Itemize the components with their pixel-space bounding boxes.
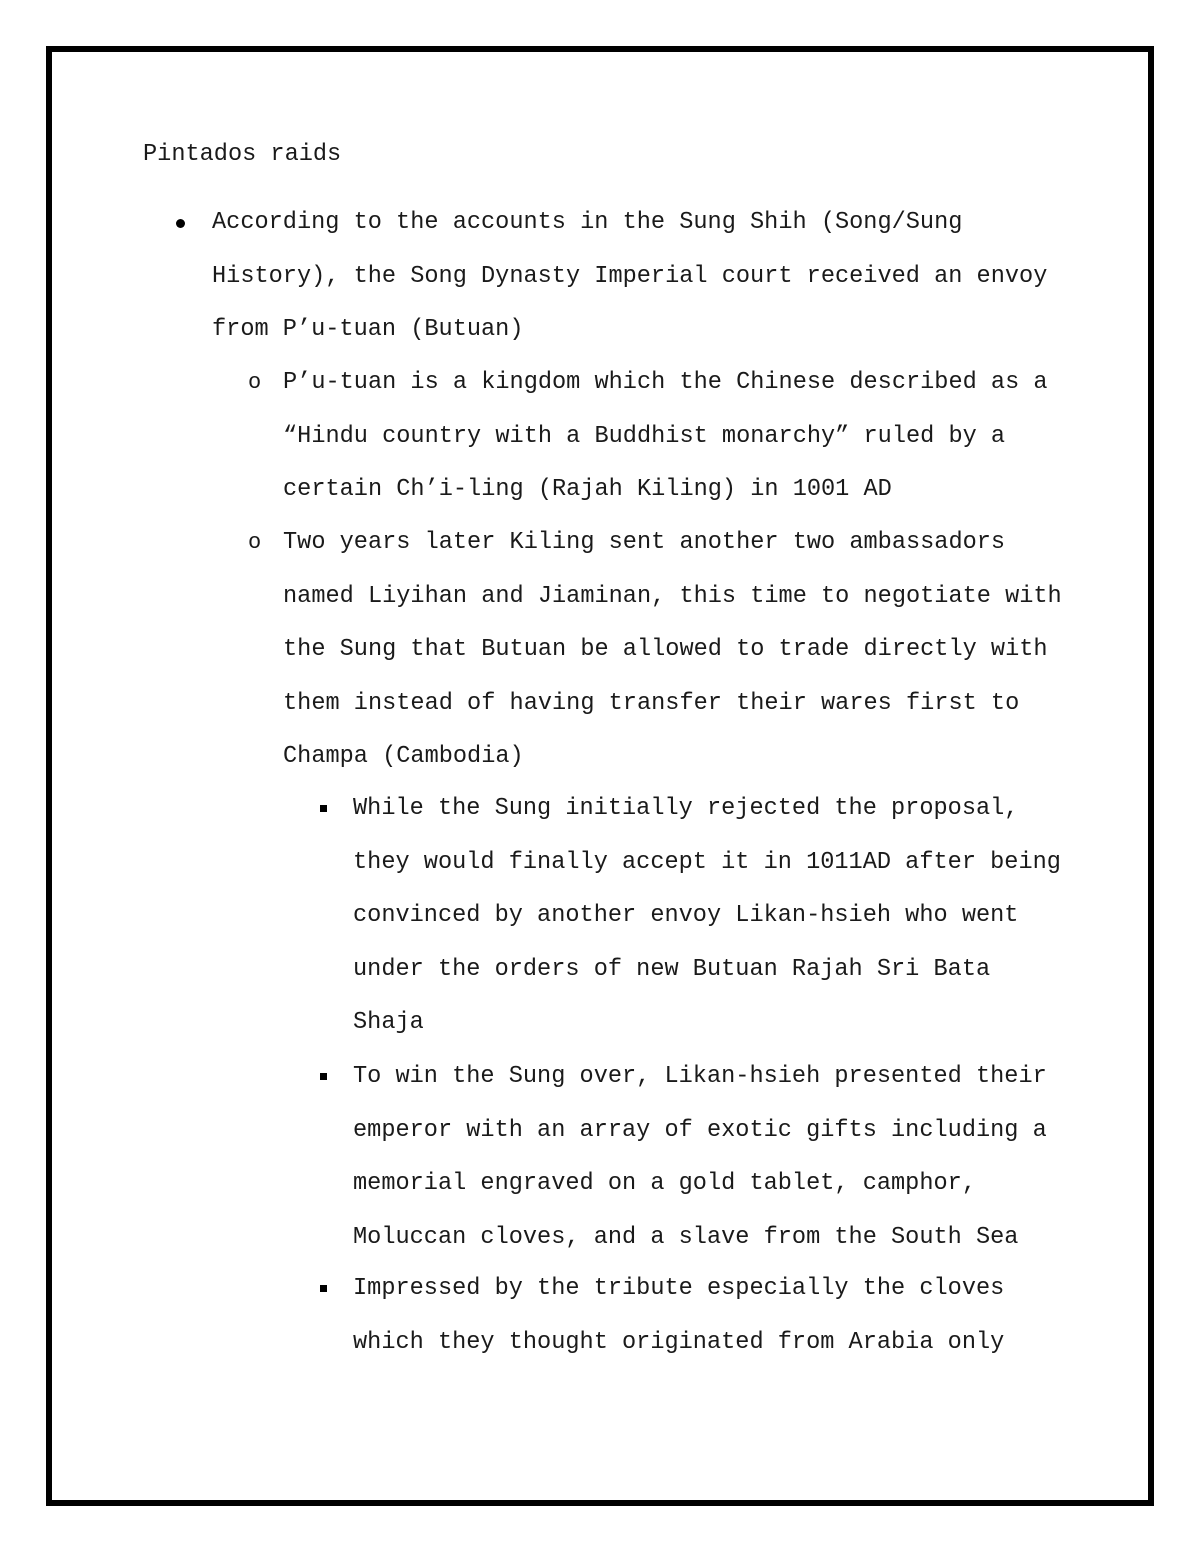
bullet-item-level2: [248, 516, 1073, 784]
bullet-item-level3: [353, 782, 1073, 1050]
bullet-item-level3: [353, 1262, 1073, 1369]
document-heading: Pintados raids: [143, 141, 342, 168]
bullet-text: Two years later Kiling sent another two ambassadors named Liyihan and Jiaminan, this time to negotiate with the Sung that Butuan be allowed to trade directly with them instead of having transfer their wares first to Champa (Cambodia): [283, 529, 1062, 770]
bullet-text: To win the Sung over, Likan-hsieh presented their emperor with an array of exotic gifts including a memorial engraved on a gold tablet, camphor, Moluccan cloves, and a slave from the South Sea: [353, 1063, 1047, 1251]
bullet-text: According to the accounts in the Sung Shih (Song/Sung History), the Song Dynasty Imperial court received an envoy from P’u-tuan (Butuan): [212, 209, 1048, 343]
square-bullet-icon: [320, 1285, 327, 1292]
square-bullet-icon: [320, 1073, 327, 1080]
bullet-item-level2: [248, 356, 1073, 517]
bullet-text: P’u-tuan is a kingdom which the Chinese described as a “Hindu country with a Buddhist monarchy” ruled by a certain Ch’i-ling (Rajah Kiling) in 1001 AD: [283, 369, 1048, 503]
bullet-item-level3: [353, 1050, 1073, 1264]
hollow-circle-bullet-icon: o: [248, 530, 262, 555]
hollow-circle-bullet-icon: o: [248, 370, 262, 395]
bullet-text: While the Sung initially rejected the proposal, they would finally accept it in 1011AD after being convinced by another envoy Likan-hsieh who went under the orders of new Butuan Rajah Sri Bata Shaja: [353, 795, 1061, 1036]
square-bullet-icon: [320, 805, 327, 812]
bullet-text: Impressed by the tribute especially the cloves which they thought originated from Arabia only: [353, 1275, 1005, 1356]
bullet-item-level1: [212, 196, 1072, 357]
filled-circle-bullet-icon: [176, 219, 185, 228]
